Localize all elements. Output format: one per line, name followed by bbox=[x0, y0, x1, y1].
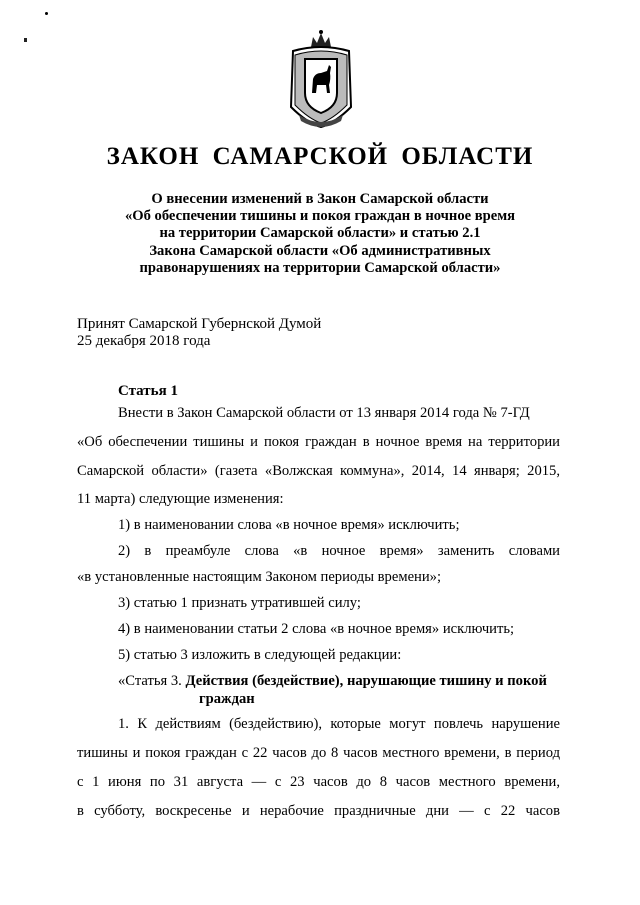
adoption-note bbox=[77, 316, 321, 350]
body-line: в субботу, воскресенье и нерабочие праздничные дни — с 22 часов bbox=[77, 803, 560, 819]
subtitle-line: на территории Самарской области» и статью 2.1 bbox=[159, 225, 481, 242]
law-title: ЗАКОН САМАРСКОЙ ОБЛАСТИ bbox=[106, 143, 534, 170]
subtitle-line: «Об обеспечении тишины и покоя граждан в ночное время bbox=[124, 208, 516, 225]
coat-of-arms-emblem bbox=[285, 27, 357, 131]
adoption-line: Принят Самарской Губернской Думой bbox=[77, 316, 322, 332]
body-line: 1. К действиям (бездействию), которые могут повлечь нарушение bbox=[118, 716, 560, 732]
list-item: 3) статью 1 признать утратившей силу; bbox=[118, 595, 361, 611]
scan-speck bbox=[45, 12, 48, 15]
list-item: 4) в наименовании статьи 2 слова «в ночное время» исключить; bbox=[118, 621, 515, 637]
list-item: 5) статью 3 изложить в следующей редакции: bbox=[118, 647, 402, 663]
body-line: Внести в Закон Самарской области от 13 января 2014 года № 7-ГД bbox=[118, 405, 530, 421]
article-3-title-cont: граждан bbox=[199, 691, 255, 707]
subtitle-line: правонарушениях на территории Самарской области» bbox=[139, 259, 501, 276]
body-line: с 1 июня по 31 августа — с 23 часов до 8 часов местного времени, bbox=[77, 774, 560, 790]
adoption-date: 25 декабря 2018 года bbox=[77, 333, 211, 349]
list-item: 1) в наименовании слова «в ночное время» исключить; bbox=[118, 517, 460, 533]
body-line: Самарской области» (газета «Волжская коммуна», 2014, 14 января; 2015, bbox=[77, 463, 560, 479]
body-line: 11 марта) следующие изменения: bbox=[77, 491, 284, 507]
body-line: тишины и покоя граждан с 22 часов до 8 часов местного времени, в период bbox=[77, 745, 560, 761]
article-3-title: Действия (бездействие), нарушающие тишину и покой bbox=[185, 673, 547, 689]
law-subtitle bbox=[60, 191, 580, 277]
body-line: «Об обеспечении тишины и покоя граждан в ночное время на территории bbox=[77, 434, 560, 450]
subtitle-line: О внесении изменений в Закон Самарской области bbox=[151, 191, 489, 207]
subtitle-line: Закона Самарской области «Об административных bbox=[149, 242, 491, 259]
list-item: 2) в преамбуле слова «в ночное время» заменить словами bbox=[118, 543, 560, 559]
article-1-heading: Статья 1 bbox=[118, 383, 178, 399]
body-line: «в установленные настоящим Законом периоды времени»; bbox=[77, 569, 442, 585]
article-3-prefix: «Статья 3. bbox=[118, 673, 182, 689]
article-3-heading bbox=[118, 673, 547, 690]
scan-speck bbox=[24, 38, 27, 42]
